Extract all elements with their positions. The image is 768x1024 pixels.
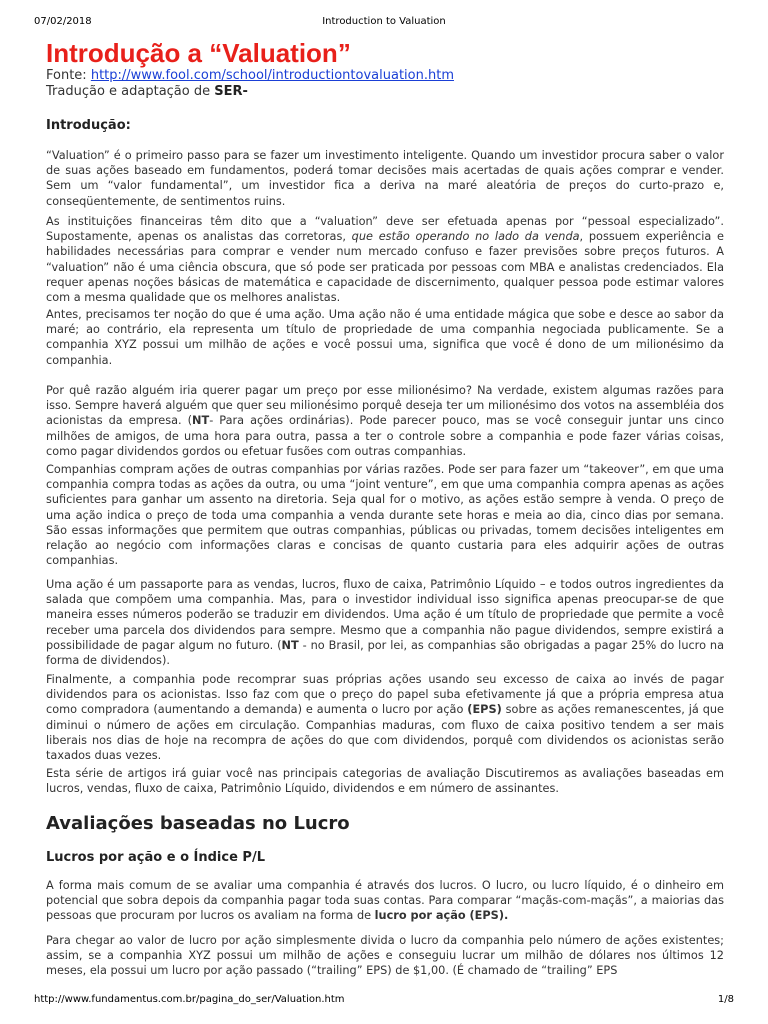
print-header — [34, 16, 734, 30]
translation-author: SER- — [214, 84, 248, 99]
paragraph-6: Uma ação é um passaporte para as vendas, lucros, fluxo de caixa, Patrimônio Líquido – e todos outros ingredientes da salada que compõem uma companhia. Mas, para o investidor individual isso significa apenas preocupar-se de que maneira esses números poderão se traduzir em dividendos. Uma ação é um título de propriedade que permite a você receber uma parcela dos dividendos para sempre. Mesmo que a companhia não pague dividendos, sempre existirá a possibilidade de pagar algum no futuro. (NT - no Brasil, por lei, as companhias são obrigadas a pagar 25% do lucro na forma de dividendos). — [46, 578, 724, 668]
section-heading: Avaliações baseadas no Lucro — [46, 813, 350, 834]
section-paragraph-1: A forma mais comum de se avaliar uma companhia é através dos lucros. O lucro, ou lucro líquido, é o dinheiro em potencial que sobra depois da companhia pagar toda suas contas. Para comparar “maçãs-com-maçãs”, a maiorias das pessoas que procuram por lucros os avaliam na forma de lucro por ação (EPS). — [46, 879, 724, 923]
paragraph-1: “Valuation” é o primeiro passo para se fazer um investimento inteligente. Quando um investidor procura saber o valor de suas ações baseado em fundamentos, poderá tomar decisões mais acertadas de quais ações comprar e vender. Sem um “valor fundamental”, um investidor fica a deriva na maré aleatória de preços do curto-prazo e, conseqüentemente, de sentimentos ruins. — [46, 149, 724, 208]
section-paragraph-2: Para chegar ao valor de lucro por ação simplesmente divida o lucro da companhia pelo número de ações existentes; assim, se a companhia XYZ possui um milhão de ações e conseguiu lucrar um milhão de dólares nos últimos 12 meses, ela possui um lucro por ação passado (“trailing” EPS) de $1,00. (É chamado de “trailing” EPS — [46, 934, 724, 978]
article — [46, 38, 725, 978]
paragraph-2-emphasis: que estão operando no lado da venda — [351, 230, 580, 244]
subsection-heading: Lucros por ação e o Índice P/L — [46, 850, 265, 865]
note-marker: NT — [192, 414, 210, 428]
print-footer — [34, 994, 734, 1008]
source-link[interactable]: http://www.fool.com/school/introductiontovaluation.htm — [90, 68, 454, 83]
paragraph-2: As instituições financeiras têm dito que a “valuation” deve ser efetuada apenas por “pessoal especializado”. Supostamente, apenas os analistas das corretoras, que estão operando no lado da venda, possuem experiência e habilidades necessárias para comprar e vender num mercado confuso e fazer previsões sobre preços futuros. A “valuation” não é uma ciência obscura, que só pode ser praticada por pessoas com MBA e analistas credenciados. Ela requer apenas noções básicas de matemática e capacidade de discernimento, qualquer pessoa pode estimar valores com a mesma qualidade que os melhores analistas. — [46, 215, 724, 305]
note-marker: NT — [281, 638, 299, 652]
article-title: Introdução a “Valuation” — [46, 38, 351, 68]
print-date: 07/02/2018 — [34, 16, 92, 27]
eps-definition: lucro por ação (EPS). — [374, 909, 509, 923]
paragraph-8: Esta série de artigos irá guiar você nas principais categorias de avaliação Discutiremos as avaliações baseadas em lucros, vendas, fluxo de caixa, Patrimônio Líquido, dividendos e em número de assinantes. — [46, 767, 724, 796]
source-line — [46, 68, 724, 84]
translation-prefix: Tradução e adaptação de — [46, 84, 215, 99]
print-footer-url: http://www.fundamentus.com.br/pagina_do_ser/Valuation.htm — [34, 994, 345, 1005]
paragraph-3: Antes, precisamos ter noção do que é uma ação. Uma ação não é uma entidade mágica que sobe e desce ao sabor da maré; ao contrário, ela representa um título de propriedade de uma companhia negociada publicamente. Se a companhia XYZ possui um milhão de ações e você possui uma, significa que você é dono de um milionésimo da companhia. — [46, 308, 724, 367]
page-number: 1/8 — [717, 994, 734, 1005]
print-page-title: Introduction to Valuation — [322, 16, 446, 27]
source-label: Fonte: — [46, 68, 91, 83]
paragraph-4: Por quê razão alguém iria querer pagar um preço por esse milionésimo? Na verdade, existem algumas razões para isso. Sempre haverá alguém que quer seu milionésimo porquê deseja ter um milionésimo dos votos na assembléia dos acionistas da empresa. (NT- Para ações ordinárias). Pode parecer pouco, mas se você conseguir juntar uns cinco milhões de amigos, de uma hora para outra, passa a ter o controle sobre a companhia e pode fazer várias coisas, como pagar dividendos gordos ou efetuar fusões com outras companhias. — [46, 384, 724, 458]
paragraph-7: Finalmente, a companhia pode recomprar suas próprias ações usando seu excesso de caixa ao invés de pagar dividendos para os acionistas. Isso faz com que o preço do papel suba efetivamente já que a própria empresa atua como compradora (aumentando a demanda) e aumenta o lucro por ação (EPS) sobre as ações remanescentes, já que diminui o número de ações em circulação. Companhias maduras, com fluxo de caixa positivo tendem a ser mais liberais nos dias de hoje na recompra de ações do que com dividendos, porquê com dividendos os acionistas serão taxados duas vezes. — [46, 673, 725, 763]
intro-heading: Introdução: — [46, 118, 131, 133]
translation-line — [46, 84, 724, 100]
paragraph-5: Companhias compram ações de outras companhias por várias razões. Pode ser para fazer um “takeover”, em que uma companhia compra todas as ações da outra, ou uma “joint venture”, em que uma companhia compra apenas as ações suficientes para ganhar um assento na diretoria. Seja qual for o motivo, as ações estão sempre à venda. O preço de uma ação indica o preço de toda uma companhia a venda durante sete horas e meia ao dia, cinco dias por semana. São essas informações que permitem que outras companhias, públicas ou privadas, tomem decisões inteligentes em relação ao negócio com informações claras e concisas de quanto custaria para eles adquirir ações de outras companhias. — [46, 463, 724, 568]
eps-term: (EPS) — [467, 703, 502, 717]
